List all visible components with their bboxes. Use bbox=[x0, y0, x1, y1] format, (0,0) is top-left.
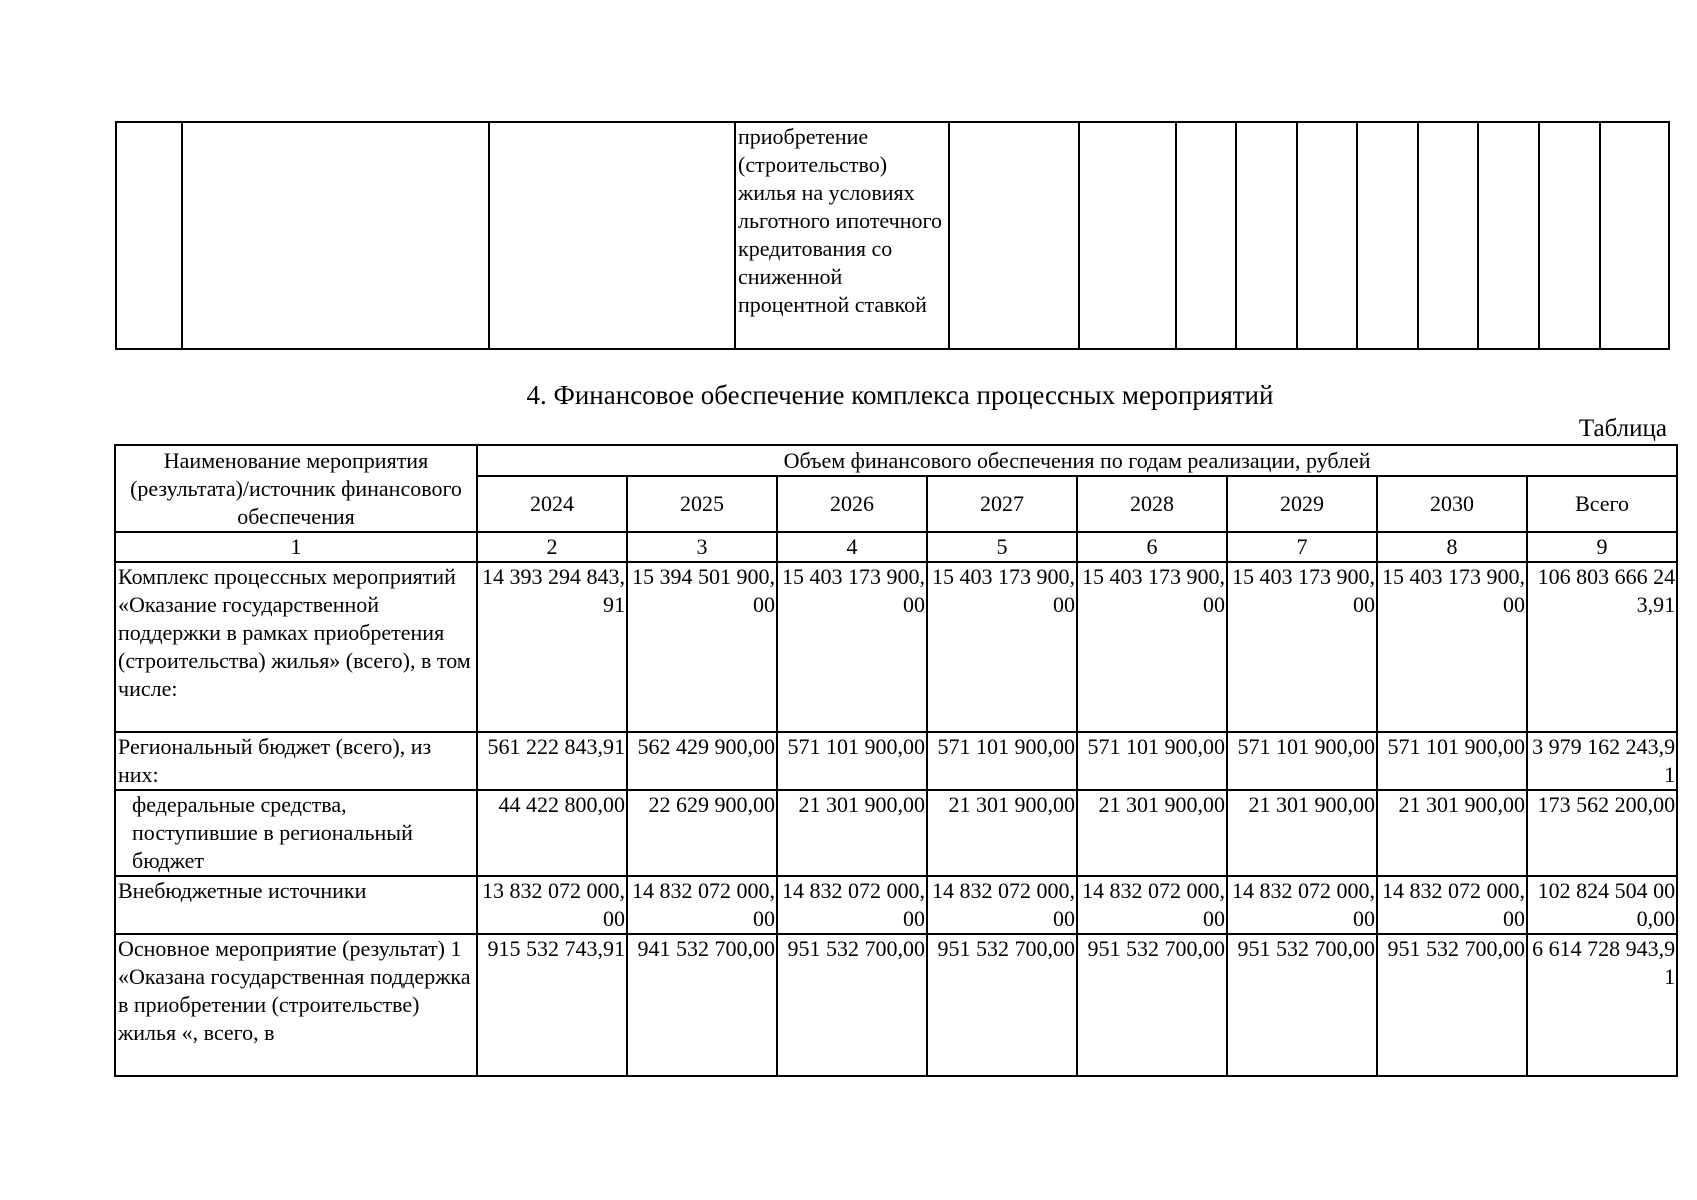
row-total: 3 979 162 243,91 bbox=[1527, 732, 1677, 790]
year-header: 2025 bbox=[627, 476, 777, 532]
table-row bbox=[115, 790, 1677, 876]
top-cell-text bbox=[735, 122, 949, 349]
table-row bbox=[115, 732, 1677, 790]
table-row bbox=[115, 934, 1677, 1076]
row-value: 571 101 900,00 bbox=[777, 732, 927, 790]
row-value: 571 101 900,00 bbox=[1077, 732, 1227, 790]
row-value: 562 429 900,00 bbox=[627, 732, 777, 790]
column-number: 6 bbox=[1077, 532, 1227, 562]
row-value: 14 832 072 000,00 bbox=[1377, 876, 1527, 934]
column-number: 9 bbox=[1527, 532, 1677, 562]
year-header: 2029 bbox=[1227, 476, 1377, 532]
column-number: 8 bbox=[1377, 532, 1527, 562]
row-total: 173 562 200,00 bbox=[1527, 790, 1677, 876]
row-value: 15 403 173 900,00 bbox=[777, 562, 927, 732]
row-total: 106 803 666 243,91 bbox=[1527, 562, 1677, 732]
row-name: Внебюджетные источники bbox=[115, 876, 477, 934]
row-value: 21 301 900,00 bbox=[1077, 790, 1227, 876]
column-number: 1 bbox=[115, 532, 477, 562]
finance-table bbox=[114, 444, 1678, 1077]
row-value: 915 532 743,91 bbox=[477, 934, 627, 1076]
row-value: 13 832 072 000,00 bbox=[477, 876, 627, 934]
top-cell bbox=[1176, 122, 1236, 349]
row-value: 951 532 700,00 bbox=[1377, 934, 1527, 1076]
row-value: 21 301 900,00 bbox=[777, 790, 927, 876]
row-value: 941 532 700,00 bbox=[627, 934, 777, 1076]
row-value: 21 301 900,00 bbox=[1377, 790, 1527, 876]
row-value: 571 101 900,00 bbox=[927, 732, 1077, 790]
row-total: 102 824 504 000,00 bbox=[1527, 876, 1677, 934]
header-volume: Объем финансового обеспечения по годам реализации, рублей bbox=[783, 447, 1371, 473]
row-value: 951 532 700,00 bbox=[1227, 934, 1377, 1076]
header-name: Наименование мероприятия (результата)/источник финансового обеспечения bbox=[130, 447, 462, 529]
row-value: 951 532 700,00 bbox=[777, 934, 927, 1076]
year-header: 2030 bbox=[1377, 476, 1527, 532]
year-header: 2028 bbox=[1077, 476, 1227, 532]
row-value: 15 403 173 900,00 bbox=[1377, 562, 1527, 732]
row-value: 14 832 072 000,00 bbox=[1077, 876, 1227, 934]
year-header: 2024 bbox=[477, 476, 627, 532]
row-value: 15 403 173 900,00 bbox=[927, 562, 1077, 732]
row-value: 14 832 072 000,00 bbox=[927, 876, 1077, 934]
row-value: 14 832 072 000,00 bbox=[777, 876, 927, 934]
table-label: Таблица bbox=[1578, 415, 1667, 442]
row-value: 561 222 843,91 bbox=[477, 732, 627, 790]
row-total: 6 614 728 943,91 bbox=[1527, 934, 1677, 1076]
row-value: 21 301 900,00 bbox=[927, 790, 1077, 876]
row-name: Региональный бюджет (всего), из них: bbox=[115, 732, 477, 790]
row-name: Основное мероприятие (результат) 1 «Оказана государственная поддержка в приобретении (строительстве) жилья «, всего, в bbox=[115, 934, 477, 1076]
row-value: 44 422 800,00 bbox=[477, 790, 627, 876]
row-value: 15 403 173 900,00 bbox=[1077, 562, 1227, 732]
section-title: 4. Финансовое обеспечение комплекса процессных мероприятий bbox=[526, 380, 1274, 410]
top-cell bbox=[1297, 122, 1357, 349]
column-number: 3 bbox=[627, 532, 777, 562]
row-value: 22 629 900,00 bbox=[627, 790, 777, 876]
continuation-text: приобретение (строительство) жилья на условиях льготного ипотечного кредитования со сниженной процентной ставкой bbox=[738, 124, 942, 317]
row-value: 15 394 501 900,00 bbox=[627, 562, 777, 732]
row-value: 14 832 072 000,00 bbox=[627, 876, 777, 934]
column-number: 5 bbox=[927, 532, 1077, 562]
row-value: 15 403 173 900,00 bbox=[1227, 562, 1377, 732]
table-row bbox=[115, 562, 1677, 732]
year-header: 2026 bbox=[777, 476, 927, 532]
column-number: 4 bbox=[777, 532, 927, 562]
top-cell bbox=[1357, 122, 1418, 349]
top-cell bbox=[1539, 122, 1600, 349]
top-cell bbox=[1600, 122, 1669, 349]
top-cell bbox=[1418, 122, 1478, 349]
column-number: 7 bbox=[1227, 532, 1377, 562]
top-cell bbox=[1079, 122, 1176, 349]
top-cell bbox=[949, 122, 1079, 349]
table-row bbox=[115, 876, 1677, 934]
year-header: 2027 bbox=[927, 476, 1077, 532]
row-value: 14 832 072 000,00 bbox=[1227, 876, 1377, 934]
top-cell bbox=[489, 122, 735, 349]
row-value: 951 532 700,00 bbox=[927, 934, 1077, 1076]
top-cell bbox=[182, 122, 489, 349]
top-cell bbox=[1236, 122, 1297, 349]
row-name: федеральные средства, поступившие в региональный бюджет bbox=[115, 790, 477, 876]
row-value: 571 101 900,00 bbox=[1227, 732, 1377, 790]
row-value: 951 532 700,00 bbox=[1077, 934, 1227, 1076]
continuation-table bbox=[115, 121, 1670, 350]
header-volume-cell bbox=[477, 445, 1677, 476]
column-number: 2 bbox=[477, 532, 627, 562]
row-value: 21 301 900,00 bbox=[1227, 790, 1377, 876]
row-value: 14 393 294 843,91 bbox=[477, 562, 627, 732]
row-value: 571 101 900,00 bbox=[1377, 732, 1527, 790]
top-cell bbox=[1478, 122, 1539, 349]
header-name-cell bbox=[115, 445, 477, 532]
total-header: Всего bbox=[1527, 476, 1677, 532]
row-name: Комплекс процессных мероприятий «Оказание государственной поддержки в рамках приобретения (строительства) жилья» (всего), в том числе: bbox=[115, 562, 477, 732]
top-cell bbox=[116, 122, 182, 349]
